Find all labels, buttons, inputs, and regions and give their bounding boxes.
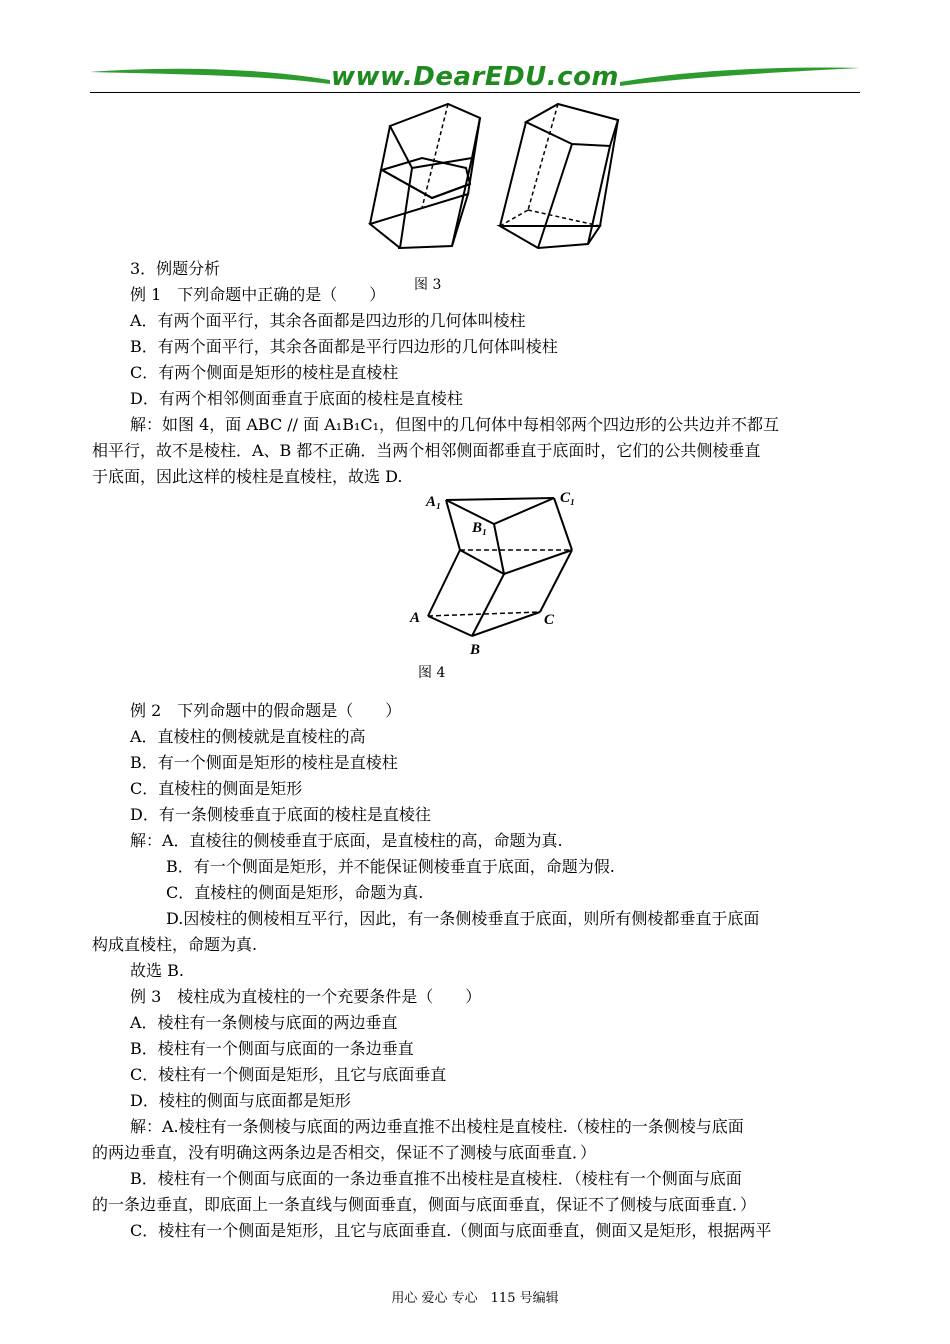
example-2-answer: 故选 B. — [130, 961, 184, 980]
figure-3-caption: 图 3 — [414, 277, 442, 293]
label-b1: B₁ — [472, 520, 488, 536]
example-3-solution-a-2: 的两边垂直，没有明确这两条边是否相交，保证不了测棱与底面垂直．） — [92, 1143, 597, 1162]
section-heading: 3．例题分析 — [130, 259, 221, 278]
example-3-question: 例 3 棱柱成为直棱柱的一个充要条件是（ ） — [130, 987, 482, 1006]
example-2-option-c: C．直棱柱的侧面是矩形 — [130, 779, 303, 798]
example-3-option-a: A．棱柱有一条侧棱与底面的两边垂直 — [130, 1013, 398, 1032]
example-1-question: 例 1 下列命题中正确的是（ ） — [130, 285, 386, 304]
label-c: C — [544, 612, 555, 628]
example-2-solution-c: C．直棱柱的侧面是矩形，命题为真. — [166, 883, 424, 902]
example-2-solution-d-1: D.因棱柱的侧棱相互平行，因此，有一条侧棱垂直于底面，则所有侧棱都垂直于底面 — [166, 909, 760, 928]
example-3-option-c: C．棱柱有一个侧面是矩形，且它与底面垂直 — [130, 1065, 447, 1084]
example-3-solution-c-1: C．棱柱有一个侧面是矩形，且它与底面垂直.（侧面与底面垂直，侧面又是矩形，根据两平 — [130, 1221, 772, 1240]
example-3-solution-b-1: B．棱柱有一个侧面与底面的一条边垂直推不出棱柱是直棱柱．（棱柱有一个侧面与底面 — [130, 1169, 742, 1188]
page-footer: 用心 爱心 专心 115 号编辑 — [391, 1291, 559, 1306]
label-a: A — [410, 610, 421, 626]
example-3-solution-b-2: 的一条边垂直，即底面上一条直线与侧面垂直，侧面与底面垂直，保证不了侧棱与底面垂直．） — [92, 1195, 757, 1214]
example-2-option-b: B．有一个侧面是矩形的棱柱是直棱柱 — [130, 753, 398, 772]
example-2-option-a: A．直棱柱的侧棱就是直棱柱的高 — [130, 727, 366, 746]
site-logo: www.DearEDU.com — [330, 62, 620, 92]
example-1-solution-1: 解：如图 4，面 ABC // 面 A₁B₁C₁，但图中的几何体中每相邻两个四边形的公共边并不都互 — [130, 415, 780, 434]
header-rule — [90, 92, 860, 93]
example-1-solution-3: 于底面，因此这样的棱柱是直棱柱，故选 D. — [92, 467, 403, 486]
label-c1: C₁ — [560, 490, 576, 506]
figure-3 — [360, 98, 630, 254]
example-3-solution-a-1: 解：A.棱柱有一条侧棱与底面的两边垂直推不出棱柱是直棱柱.（棱柱的一条侧棱与底面 — [130, 1117, 744, 1136]
example-2-question: 例 2 下列命题中的假命题是（ ） — [130, 701, 402, 720]
example-1-option-a: A．有两个面平行，其余各面都是四边形的几何体叫棱柱 — [130, 311, 526, 330]
figure-4 — [404, 486, 594, 658]
example-1-option-b: B．有两个面平行，其余各面都是平行四边形的几何体叫棱柱 — [130, 337, 558, 356]
page-header — [90, 58, 860, 94]
figure-4-caption: 图 4 — [418, 665, 446, 681]
example-2-solution-a: 解：A．直棱往的侧棱垂直于底面，是直棱柱的高，命题为真. — [130, 831, 563, 850]
label-a1: A₁ — [426, 494, 442, 510]
example-3-option-b: B．棱柱有一个侧面与底面的一条边垂直 — [130, 1039, 414, 1058]
example-1-option-d: D．有两个相邻侧面垂直于底面的棱柱是直棱柱 — [130, 389, 463, 408]
example-2-solution-b: B．有一个侧面是矩形，并不能保证侧棱垂直于底面，命题为假. — [166, 857, 615, 876]
example-1-solution-2: 相平行，故不是棱柱．A、B 都不正确．当两个相邻侧面都垂直于底面时，它们的公共侧棱垂直 — [92, 441, 761, 460]
example-3-option-d: D．棱柱的侧面与底面都是矩形 — [130, 1091, 351, 1110]
label-b: B — [470, 642, 481, 658]
example-1-option-c: C．有两个侧面是矩形的棱柱是直棱柱 — [130, 363, 399, 382]
example-2-solution-d-2: 构成直棱柱，命题为真. — [92, 935, 258, 954]
example-2-option-d: D．有一条侧棱垂直于底面的棱柱是直棱往 — [130, 805, 431, 824]
